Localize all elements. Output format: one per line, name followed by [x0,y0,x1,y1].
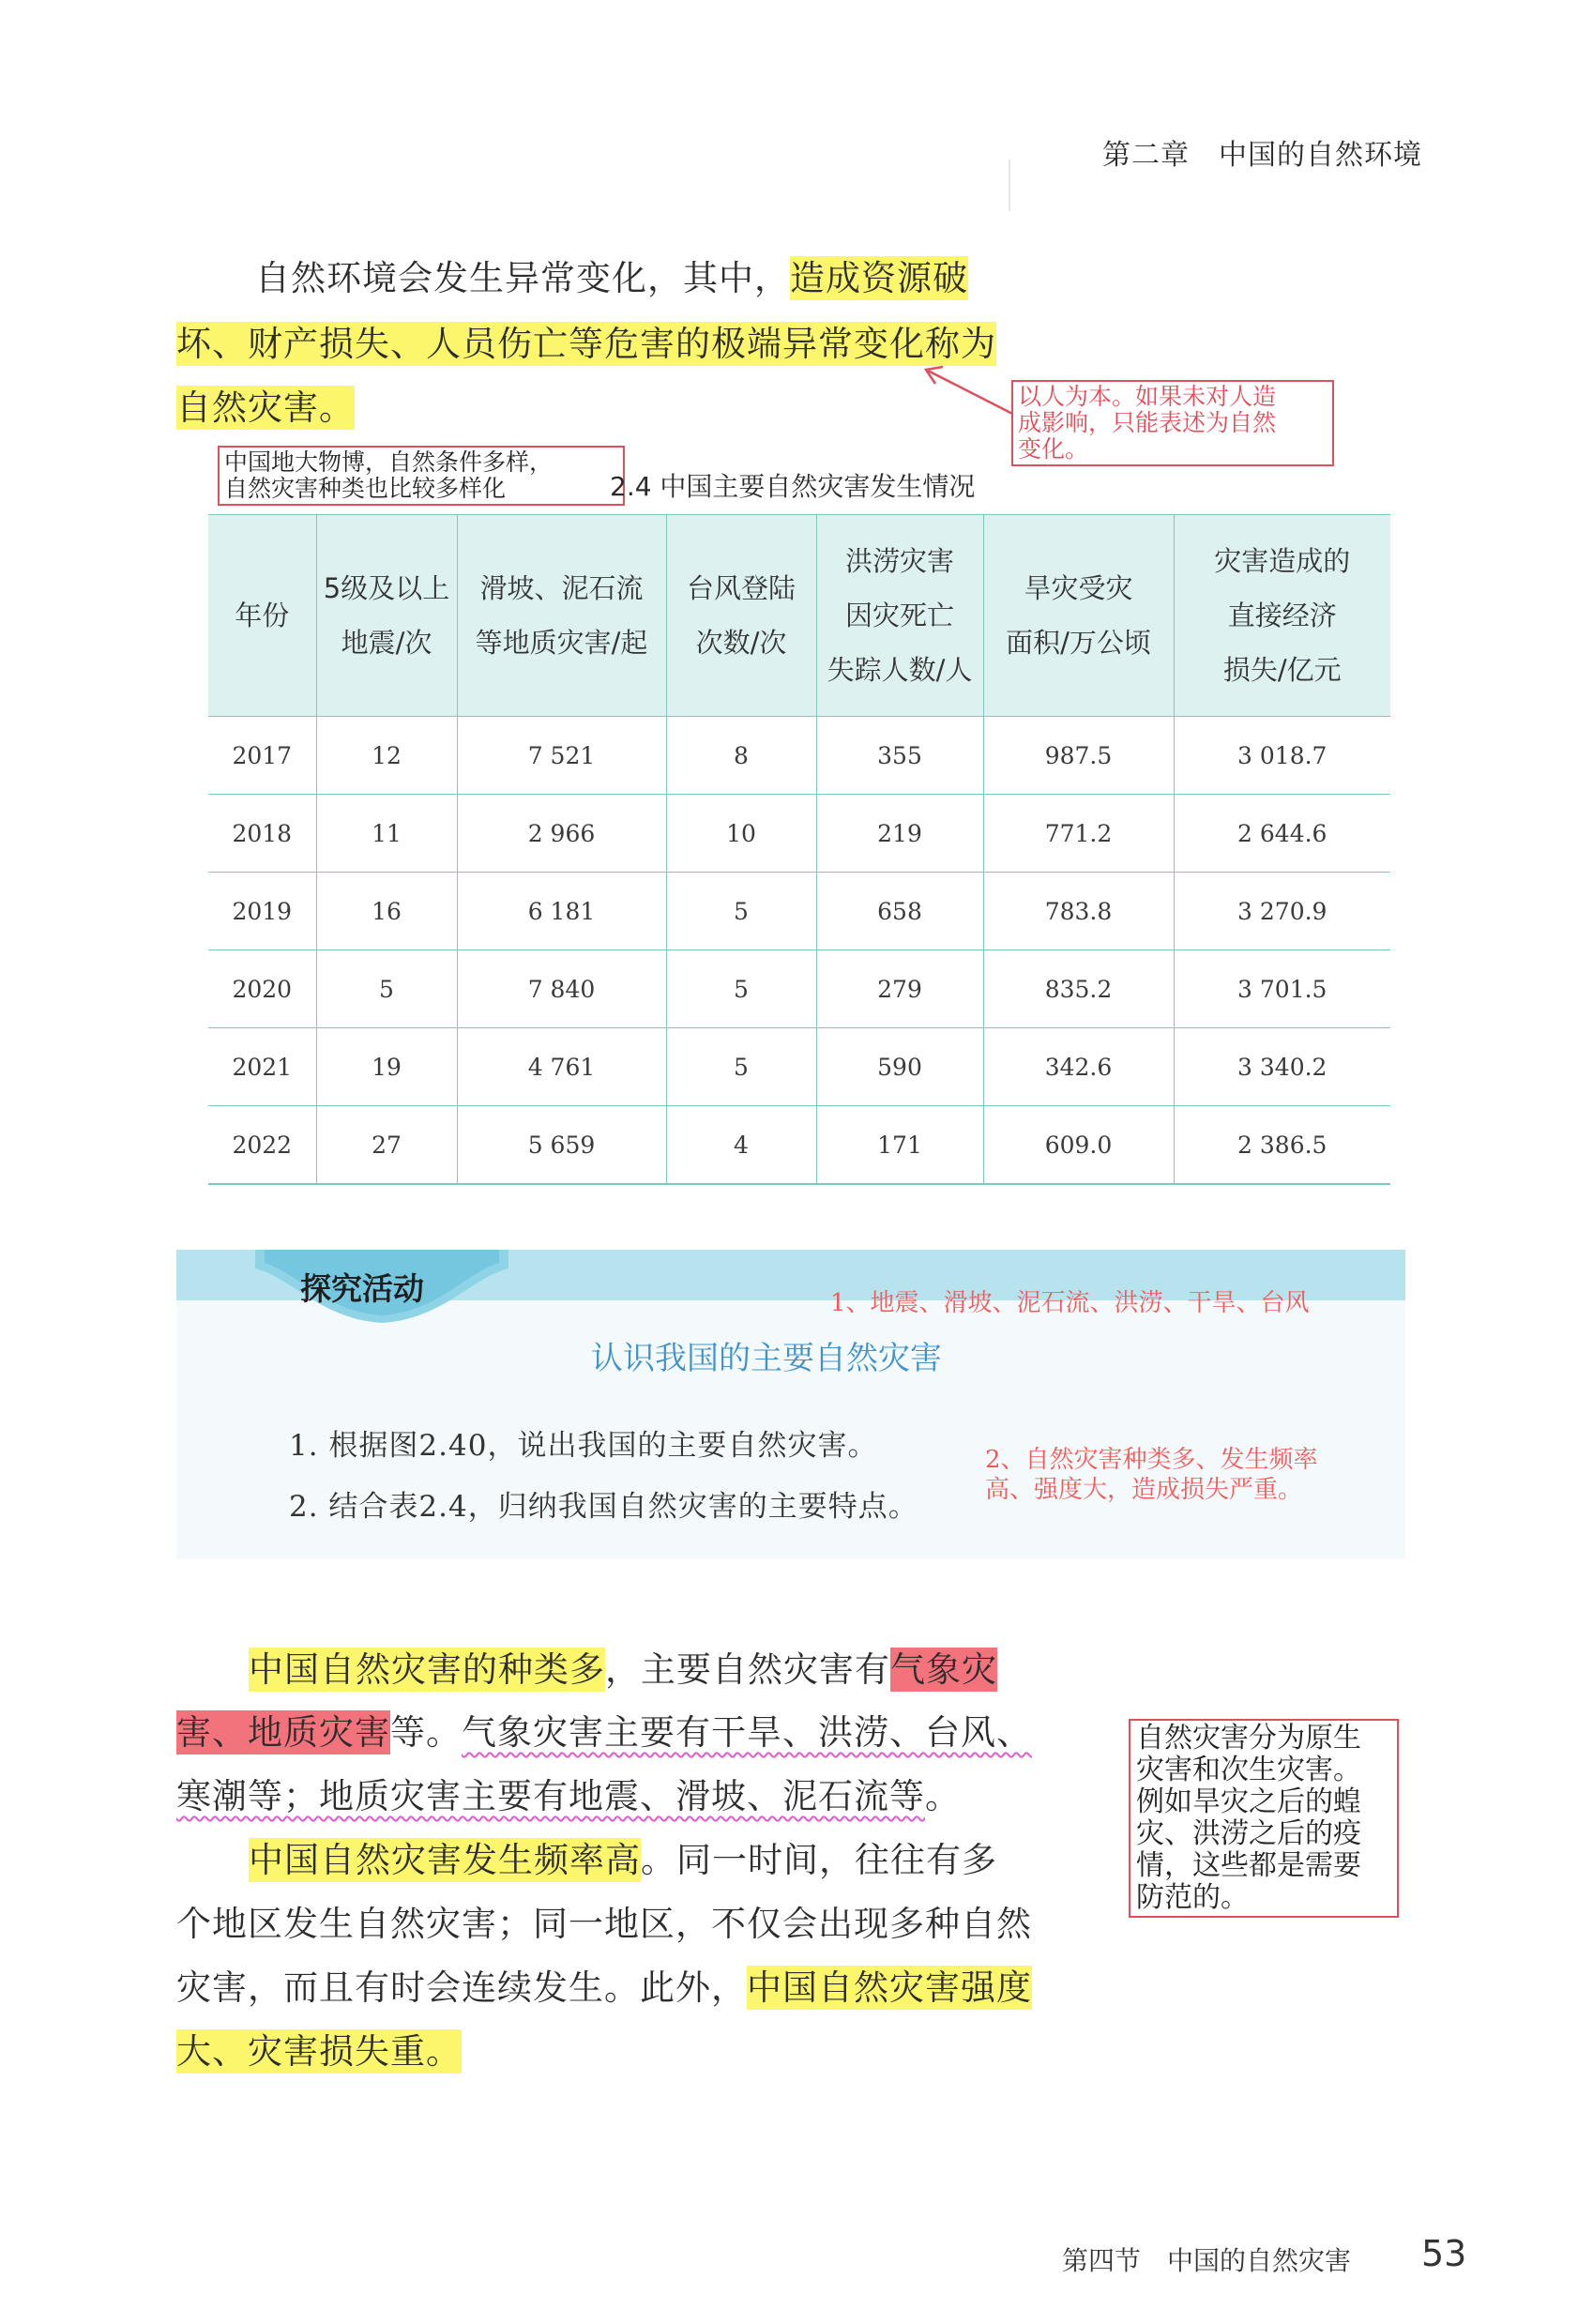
table-caption: 2.4 中国主要自然灾害发生情况 [610,471,976,502]
column-header-year: 年份 [208,515,316,717]
note-line: 防范的。 [1136,1881,1249,1914]
table-cell: 219 [816,795,983,873]
activity-task-2: 2. 结合表2.4，归纳我国自然灾害的主要特点。 [289,1490,918,1524]
note-line: 成影响，只能表述为自然 [1018,409,1277,436]
body-line-5 [176,1891,1032,1957]
body-line-7 [176,2019,462,2085]
body-line-4 [249,1828,997,1893]
highlight-frequency-high: 中国自然灾害发生频率高 [249,1840,641,1880]
table-cell: 2019 [208,873,316,950]
table-cell: 4 [666,1106,816,1185]
table-cell: 5 [666,873,816,950]
note-line: 自然灾害种类也比较多样化 [224,475,507,502]
table-cell: 987.5 [983,717,1174,795]
column-header-drought: 旱灾受灾 面积/万公顷 [983,515,1174,717]
page-fold-line [1009,159,1010,211]
highlight-meteorological: 气象灾 [890,1649,997,1690]
intro-end-mark: 。 [319,387,355,428]
intro-highlight-2: 坏、财产损失、人员伤亡等危害的极端异常变化称为 [176,324,996,364]
column-header-earthquake: 5级及以上 地震/次 [316,515,457,717]
table-row [208,950,1390,1028]
body-text: 等。 [390,1712,462,1753]
body-line-6 [176,1955,1032,2021]
table-cell: 27 [316,1106,457,1185]
wavy-underline-text: 气象灾害主要有干旱、洪涝、台风、 [462,1712,1032,1753]
table-cell: 771.2 [983,795,1174,873]
table-header-row [208,515,1390,717]
table-cell: 10 [666,795,816,873]
table-row [208,795,1390,873]
highlight-intensity: 中国自然灾害强度 [747,1967,1032,2008]
column-header-typhoon: 台风登陆 次数/次 [666,515,816,717]
column-header-economic-loss: 灾害造成的 直接经济 损失/亿元 [1174,515,1390,717]
annotation-primary-secondary [1129,1719,1399,1918]
disaster-data-table [208,514,1390,1185]
table-cell: 3 340.2 [1174,1028,1390,1106]
activity-task-1: 1. 根据图2.40，说出我国的主要自然灾害。 [289,1429,878,1463]
intro-line-3 [176,375,355,441]
table-cell: 4 761 [457,1028,666,1106]
body-end-mark: 。 [426,2031,462,2072]
table-cell: 5 [316,950,457,1028]
table-row [208,873,1390,950]
table-cell: 590 [816,1028,983,1106]
body-text: ，主要自然灾害有 [605,1649,890,1690]
highlight-types-many: 中国自然灾害的种类多 [249,1649,605,1690]
table-cell: 2021 [208,1028,316,1106]
note-line: 变化。 [1018,435,1089,463]
intro-line-1 [255,246,968,311]
table-cell: 5 659 [457,1106,666,1185]
table-cell: 2 644.6 [1174,795,1390,873]
activity-label: 探究活动 [300,1270,424,1307]
note-line: 例如旱灾之后的蝗 [1136,1785,1361,1818]
chapter-header: 第二章 中国的自然环境 [1102,139,1422,172]
footer-section-title: 第四节 中国的自然灾害 [1062,2245,1352,2276]
highlight-geological: 害、地质灾害 [176,1712,390,1753]
table-cell: 835.2 [983,950,1174,1028]
page-number: 53 [1421,2233,1467,2274]
table-cell: 783.8 [983,873,1174,950]
table-cell: 7 840 [457,950,666,1028]
table-cell: 16 [316,873,457,950]
table-cell: 5 [666,950,816,1028]
table-cell: 279 [816,950,983,1028]
annotation-arrow-icon [915,361,1027,427]
answer-line: 高、强度大，造成损失严重。 [985,1476,1303,1504]
table-cell: 7 521 [457,717,666,795]
table-cell: 3 270.9 [1174,873,1390,950]
body-line-1 [249,1637,997,1703]
body-text: 个地区发生自然灾害；同一地区，不仅会出现多种自然 [176,1904,1032,1944]
table-cell: 171 [816,1106,983,1185]
intro-text: 自然环境会发生异常变化，其中， [255,258,790,298]
table-row [208,1106,1390,1185]
table-cell: 8 [666,717,816,795]
table-cell: 5 [666,1028,816,1106]
answer-1: 1、地震、滑坡、泥石流、洪涝、干旱、台风 [830,1289,1310,1317]
body-text: 灾害，而且有时会连续发生。此外， [176,1967,747,2008]
table-cell: 609.0 [983,1106,1174,1185]
table-cell: 2 386.5 [1174,1106,1390,1185]
answer-line: 2、自然灾害种类多、发生频率 [985,1446,1318,1474]
note-line: 情，这些都是需要 [1136,1849,1361,1882]
column-header-flood: 洪涝灾害 因灾死亡 失踪人数/人 [816,515,983,717]
table-cell: 2018 [208,795,316,873]
intro-highlight-1: 造成资源破 [790,258,968,298]
body-text: 。 [925,1776,961,1816]
table-cell: 2022 [208,1106,316,1185]
table-cell: 355 [816,717,983,795]
note-line: 中国地大物博，自然条件多样， [224,448,554,476]
annotation-vast-land [218,446,625,506]
table-cell: 658 [816,873,983,950]
table-cell: 2017 [208,717,316,795]
table-cell: 11 [316,795,457,873]
note-line: 自然灾害分为原生 [1136,1722,1361,1754]
activity-title: 认识我国的主要自然灾害 [591,1340,942,1377]
table-cell: 3 701.5 [1174,950,1390,1028]
body-text: 。同一时间，往往有多 [641,1840,997,1880]
table-cell: 6 181 [457,873,666,950]
note-line: 以人为本。如果未对人造 [1018,383,1277,410]
note-line: 灾、洪涝之后的疫 [1136,1817,1361,1850]
note-line: 灾害和次生灾害。 [1136,1754,1361,1786]
wavy-underline-text: 寒潮等；地质灾害主要有地震、滑坡、泥石流等 [176,1776,925,1816]
intro-highlight-3: 自然灾害 [176,387,319,428]
annotation-people-first [1011,380,1334,466]
body-line-3 [176,1764,961,1830]
column-header-landslide: 滑坡、泥石流 等地质灾害/起 [457,515,666,717]
table-cell: 12 [316,717,457,795]
table-row [208,1028,1390,1106]
table-cell: 3 018.7 [1174,717,1390,795]
highlight-loss-heavy: 大、灾害损失重 [176,2031,426,2072]
table-cell: 2 966 [457,795,666,873]
table-cell: 2020 [208,950,316,1028]
answer-2 [985,1445,1318,1505]
table-cell: 19 [316,1028,457,1106]
intro-line-2 [176,311,996,377]
body-line-2 [176,1700,1032,1766]
table-cell: 342.6 [983,1028,1174,1106]
table-row [208,717,1390,795]
